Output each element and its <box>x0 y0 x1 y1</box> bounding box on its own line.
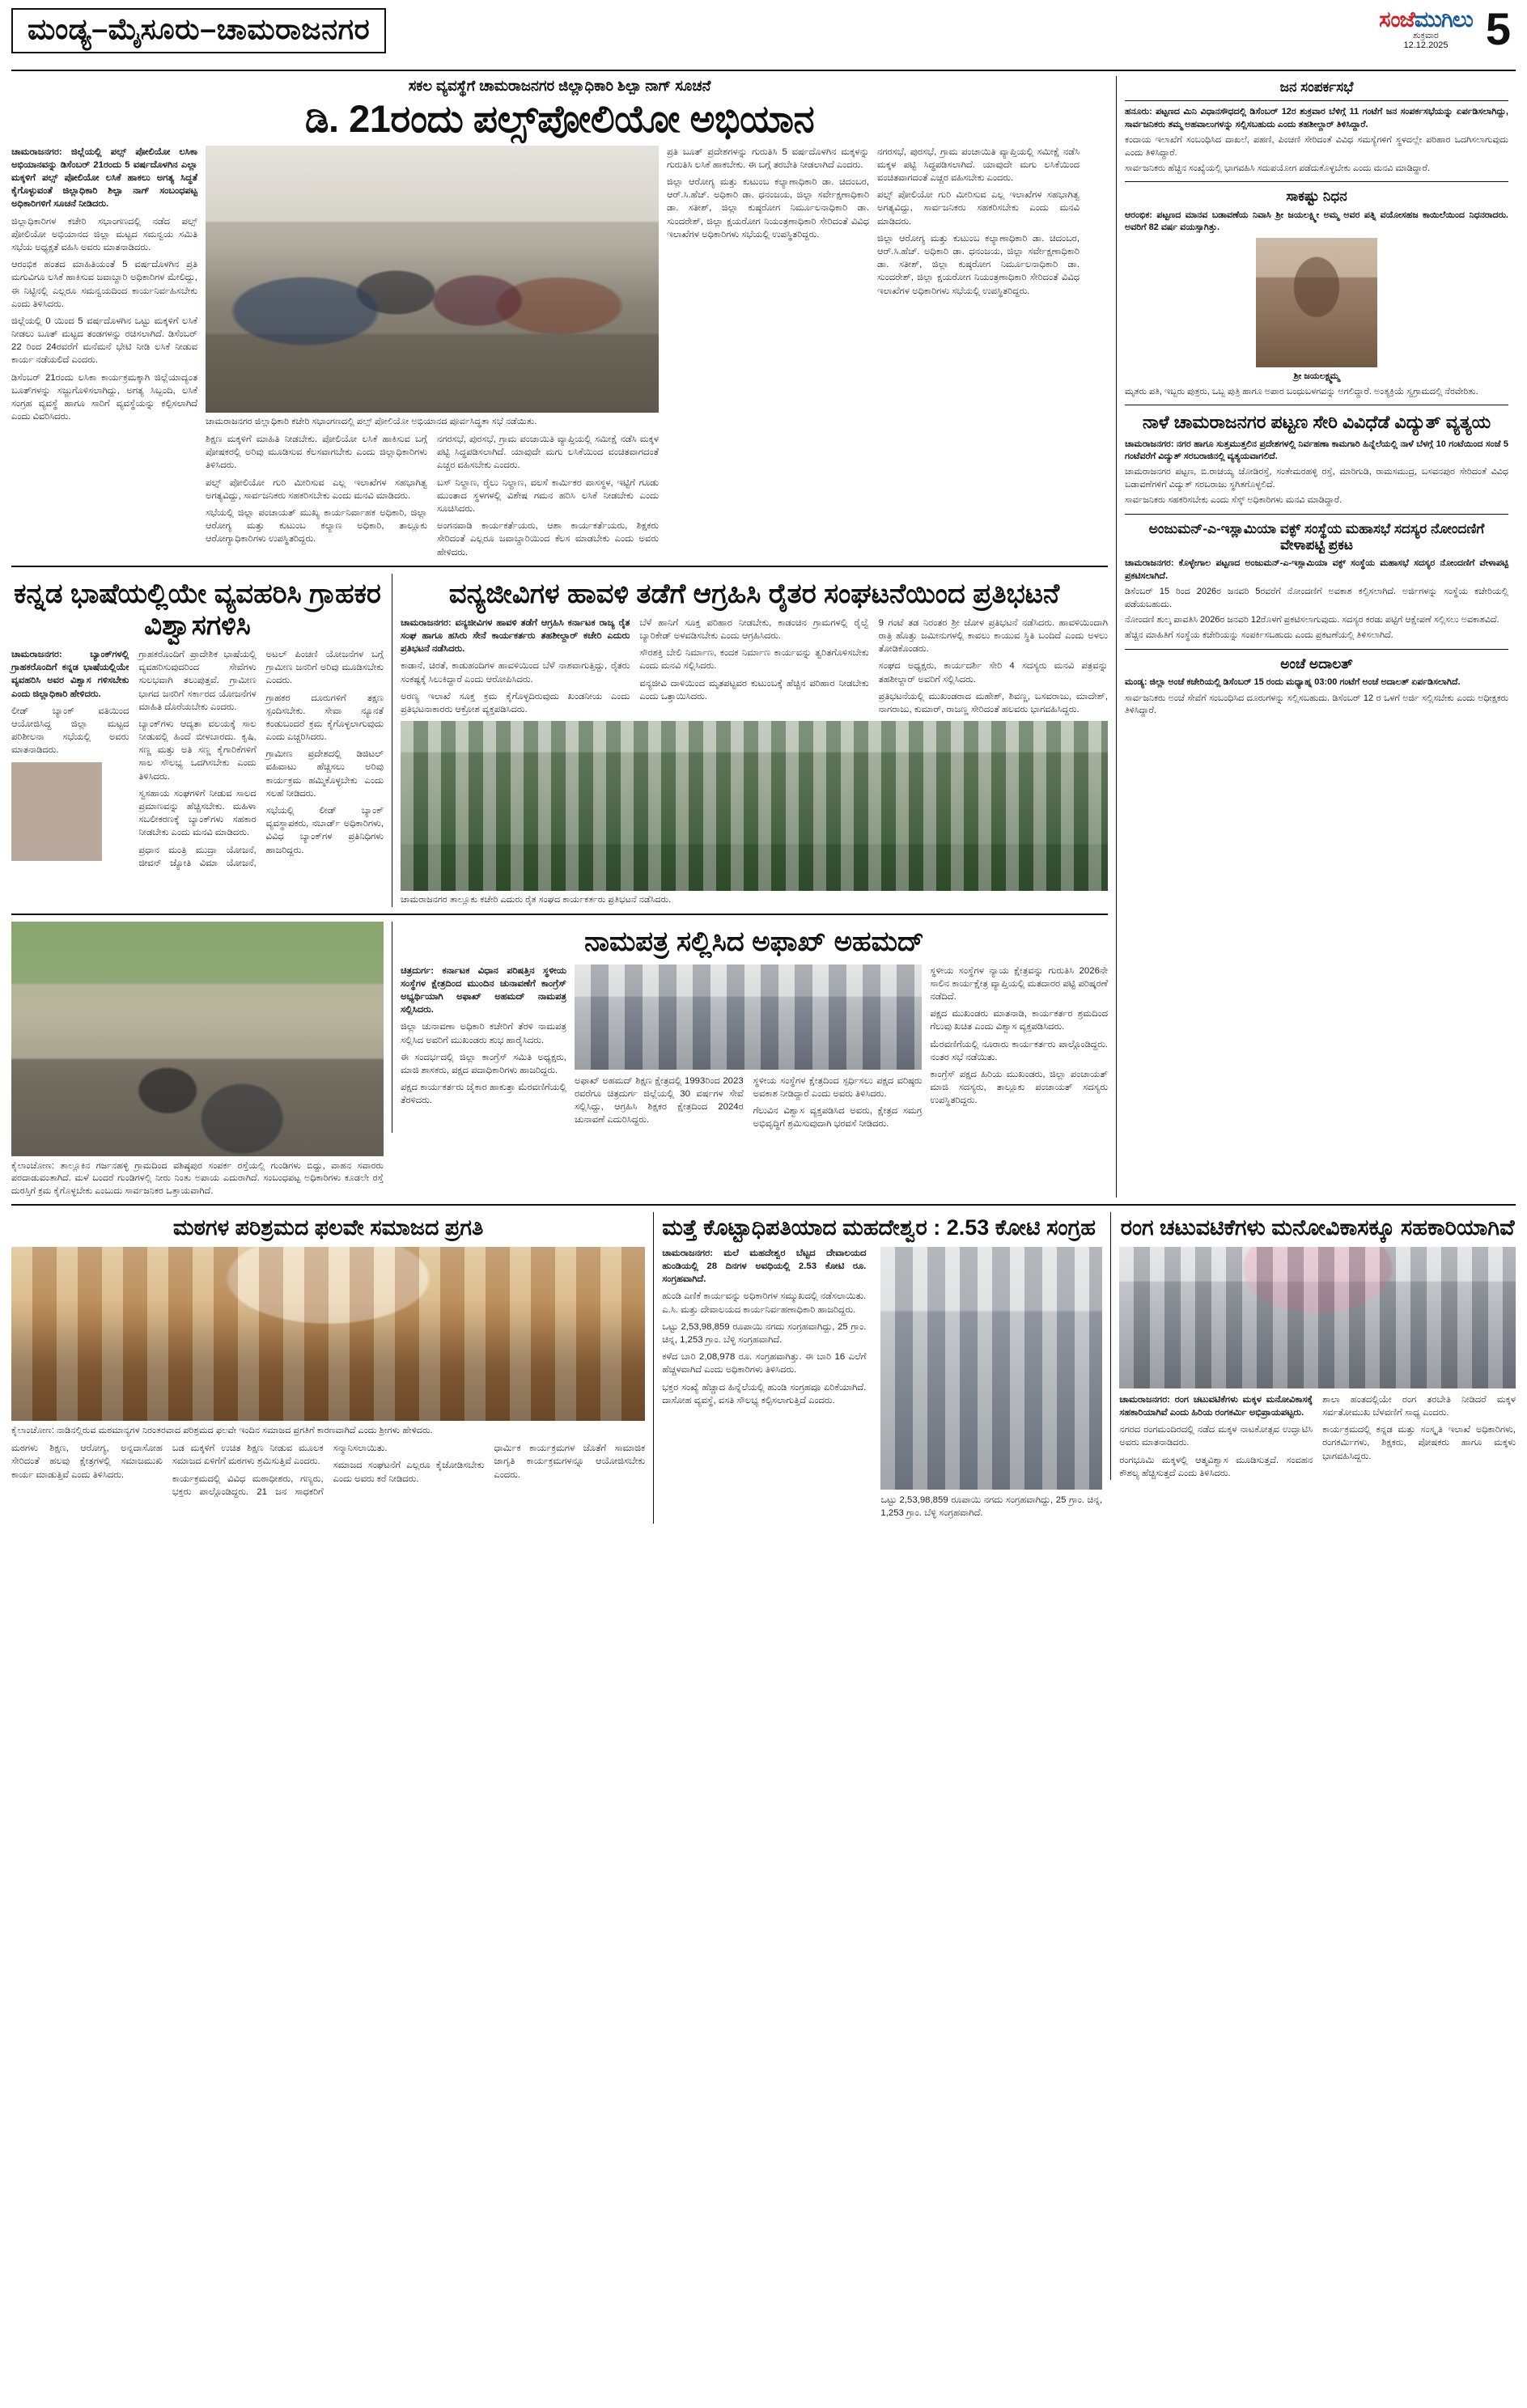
kan-p2: ಲೀಡ್ ಬ್ಯಾಂಕ್ ವತಿಯಿಂದ ಆಯೋಜಿಸಿದ್ದ ಜಿಲ್ಲಾ ಮಟ್ಟದ ಪರಿಶೀಲನಾ ಸಭೆಯಲ್ಲಿ ಅವರು ಮಾತನಾಡಿದರು. <box>11 706 129 756</box>
kannada-article-portrait <box>11 762 102 861</box>
lead-c3-p1: ನಗರಸಭೆ, ಪುರಸಭೆ, ಗ್ರಾಮ ಪಂಚಾಯಿತಿ ವ್ಯಾಪ್ತಿಯಲ್ಲಿ ಸಮೀಕ್ಷೆ ನಡೆಸಿ ಮಕ್ಕಳ ಪಟ್ಟಿ ಸಿದ್ಧಪಡಿಸಲಾಗಿದೆ. ಯಾವುದೇ ಮಗು ಲಸಿಕೆಯಿಂದ ವಂಚಿತವಾಗದಂತೆ ಎಚ್ಚರ ವಹಿಸಬೇಕು ಎಂದರು. <box>437 435 659 471</box>
nomination-photo <box>575 964 922 1070</box>
rail-item-obituary <box>1125 189 1508 398</box>
nom-p4: ಪಕ್ಷದ ಕಾರ್ಯಕರ್ತರು ಜೈಕಾರ ಹಾಕುತ್ತಾ ಮೆರವಣಿಗೆಯಲ್ಲಿ ತೆರಳಿದರು. <box>401 1083 566 1106</box>
rc1-p1: ಹನೂರು: ಪಟ್ಟಣದ ಮಿನಿ ವಿಧಾನಸೌಧದಲ್ಲಿ ಡಿಸೆಂಬರ್ 12ರ ಶುಕ್ರವಾರ ಬೆಳಿಗ್ಗೆ 11 ಗಂಟೆಗೆ ಜನ ಸಂಪರ್ಕಸಭೆಯನ್ನು ಏರ್ಪಡಿಸಲಾಗಿದ್ದು, ಸಾರ್ವಜನಿಕರು ತಮ್ಮ ಅಹವಾಲುಗಳನ್ನು ಸಲ್ಲಿಸಬಹುದು ಎಂದು ತಹಶೀಲ್ದಾರ್ ತಿಳಿಸಿದ್ದಾರೆ. <box>1125 107 1508 129</box>
nom-c3-p4: ಕಾಂಗ್ರೆಸ್ ಪಕ್ಷದ ಹಿರಿಯ ಮುಖಂಡರು, ಜಿಲ್ಲಾ ಪಂಚಾಯತ್ ಮಾಜಿ ಸದಸ್ಯರು, ತಾಲ್ಲೂಕು ಪಂಚಾಯತ್ ಸದಸ್ಯರು ಉಪಸ್ಥಿತರಿದ್ದರು. <box>930 1070 1108 1106</box>
lead-p1: ಚಾಮರಾಜನಗರ: ಜಿಲ್ಲೆಯಲ್ಲಿ ಪಲ್ಸ್ ಪೋಲಿಯೋ ಲಸಿಕಾ ಅಭಿಯಾನವನ್ನು ಡಿಸೆಂಬರ್ 21ರಂದು 5 ವರ್ಷದೊಳಗಿನ ಎಲ್ಲಾ ಮಕ್ಕಳಿಗೆ ಪಲ್ಸ್ ಪೋಲಿಯೋ ಲಸಿಕೆ ಹಾಕಲು ಅಗತ್ಯ ಸಿದ್ಧತೆ ಕೈಗೊಳ್ಳುವಂತೆ ಜಿಲ್ಲಾಧಿಕಾರಿ ಶಿಲ್ಪಾ ನಾಗ್ ಸಂಬಂಧಪಟ್ಟ ಅಧಿಕಾರಿಗಳಿಗೆ ಸೂಚನೆ ನೀಡಿದರು. <box>11 146 197 210</box>
lead-kicker: ಸಕಲ ವ್ಯವಸ್ಥೆಗೆ ಚಾಮರಾಜನಗರ ಜಿಲ್ಲಾಧಿಕಾರಿ ಶಿಲ್ಪಾ ನಾಗ್ ಸೂಚನೆ <box>408 78 711 94</box>
rc3-p3: ಸಾರ್ವಜನಿಕರು ಸಹಕರಿಸಬೇಕು ಎಂದು ಸೆಸ್ಕ್ ಅಧಿಕಾರಿಗಳು ಮನವಿ ಮಾಡಿದ್ದಾರೆ. <box>1125 495 1342 506</box>
lead-c3-p2: ಬಸ್ ನಿಲ್ದಾಣ, ರೈಲು ನಿಲ್ದಾಣ, ವಲಸೆ ಕಾರ್ಮಿಕರ ವಾಸಸ್ಥಳ, ಇಟ್ಟಿಗೆ ಗೂಡು ಮುಂತಾದ ಸ್ಥಳಗಳಲ್ಲಿ ವಿಶೇಷ ಗಮನ ಹರಿಸಿ ಲಸಿಕೆ ನೀಡಬೇಕು ಎಂದು ಸೂಚಿಸಿದರು. <box>437 477 659 515</box>
bl-p1: ಮಠಗಳು ಶಿಕ್ಷಣ, ಆರೋಗ್ಯ, ಅನ್ನದಾಸೋಹ ಸೇರಿದಂತೆ ಹಲವು ಕ್ಷೇತ್ರಗಳಲ್ಲಿ ಸಮಾಜಮುಖಿ ಕಾರ್ಯ ಮಾಡುತ್ತಿವೆ ಎಂದು ತಿಳಿಸಿದರು. <box>11 1444 163 1480</box>
rail-item-power-cut <box>1125 412 1508 507</box>
road-photo <box>11 922 384 1156</box>
bottom-row <box>11 1212 1516 1524</box>
kan-p6: ಪ್ರಧಾನ ಮಂತ್ರಿ ಮುದ್ರಾ ಯೋಜನೆ, ಜೀವನ್ ಜ್ಯೋತಿ ವಿಮಾ ಯೋಜನೆ, ಅಟಲ್ ಪಿಂಚಣಿ ಯೋಜನೆಗಳ ಬಗ್ಗೆ ಗ್ರಾಮೀಣ ಜನರಿಗೆ ಅರಿವು ಮೂಡಿಸಬೇಕು ಎಂದರು. <box>138 649 384 868</box>
rail-head-4: ಅಂಜುಮನ್-ಎ-ಇಸ್ಲಾಮಿಯಾ ವಕ್ಫ್ ಸಂಸ್ಥೆಯ ಮಹಾಸಭೆ ಸದಸ್ಯರ ನೋಂದಣಿಗೆ ವೇಳಾಪಟ್ಟಿ ಪ್ರಕಟ <box>1148 520 1485 553</box>
kan-p5: ಸ್ವಸಹಾಯ ಸಂಘಗಳಿಗೆ ನೀಡುವ ಸಾಲದ ಪ್ರಮಾಣವನ್ನು ಹೆಚ್ಚಿಸಬೇಕು. ಮಹಿಳಾ ಸಬಲೀಕರಣಕ್ಕೆ ಬ್ಯಾಂಕ್‌ಗಳು ಸಹಕಾರ ನೀಡಬೇಕು ಎಂದು ಮನವಿ ಮಾಡಿದರು. <box>138 788 257 838</box>
lead-headline: ಡಿ. 21ರಂದು ಪಲ್ಸ್‌ಪೋಲಿಯೋ ಅಭಿಯಾನ <box>304 97 815 140</box>
road-photo-caption: ಕೈಲಾಂಚೋಣ: ತಾಲ್ಲೂಕಿನ ಗರ್ಜನಹಳ್ಳಿ ಗ್ರಾಮದಿಂದ ವಶಿಷ್ಠಪುರ ಸಂಪರ್ಕ ರಸ್ತೆಯಲ್ಲಿ ಗುಂಡಿಗಳು ಬಿದ್ದು, ವಾಹನ ಸವಾರರು ಪರದಾಡುವಂತಾಗಿದೆ. ಮಳೆ ಬಂದರೆ ಗುಂಡಿಗಳಲ್ಲಿ ನೀರು ನಿಂತು ಅಪಾಯ ಎದುರಾಗಿದೆ. ಸಂಬಂಧಪಟ್ಟ ಅಧಿಕಾರಿಗಳು ಕೂಡಲೇ ರಸ್ತೆ ದುರಸ್ತಿಗೆ ಕ್ರಮ ಕೈಗೊಳ್ಳಬೇಕು ಎಂಬುದು ಸಾರ್ವಜನಿಕರ ಒತ್ತಾಯವಾಗಿದೆ. <box>11 1160 384 1196</box>
nom-c2-p3: ಗೆಲುವಿನ ವಿಶ್ವಾಸ ವ್ಯಕ್ತಪಡಿಸಿದ ಅವರು, ಕ್ಷೇತ್ರದ ಸಮಗ್ರ ಅಭಿವೃದ್ಧಿಗೆ ಶ್ರಮಿಸುವುದಾಗಿ ಭರವಸೆ ನೀಡಿದರು. <box>753 1106 923 1130</box>
nom-p1: ಚಿತ್ರದುರ್ಗ: ಕರ್ನಾಟಕ ವಿಧಾನ ಪರಿಷತ್ತಿನ ಸ್ಥಳೀಯ ಸಂಸ್ಥೆಗಳ ಕ್ಷೇತ್ರದಿಂದ ಮುಂದಿನ ಚುನಾವಣೆಗೆ ಕಾಂಗ್ರೆಸ್ ಅಭ್ಯರ್ಥಿಯಾಗಿ ಅಫಾಖ್ ಅಹಮದ್ ನಾಮಪತ್ರ ಸಲ್ಲಿಸಿದರು. <box>401 965 566 1015</box>
nom-c3-p3: ಮೆರವಣಿಗೆಯಲ್ಲಿ ನೂರಾರು ಕಾರ್ಯಕರ್ತರು ಪಾಲ್ಗೊಂಡಿದ್ದರು. ನಂತರ ಸಭೆ ನಡೆಯಿತು. <box>930 1039 1108 1062</box>
rail-head-1: ಜನ ಸಂಪರ್ಕಸಭೆ <box>1279 79 1354 95</box>
wildlife-photo-caption: ಚಾಮರಾಜನಗರ ತಾಲ್ಲೂಕು ಕಚೇರಿ ಎದುರು ರೈತ ಸಂಘದ ಕಾರ್ಯಕರ್ತರು ಪ್ರತಿಭಟನೆ ನಡೆಸಿದರು. <box>401 895 672 905</box>
lead-article <box>11 78 1108 559</box>
section-divider-3 <box>11 1204 1516 1206</box>
kannada-article <box>11 574 384 870</box>
rc4-p2: ಡಿಸೆಂಬರ್ 15 ರಿಂದ 2026ರ ಜನವರಿ 5ರವರೆಗೆ ನೋಂದಣಿಗೆ ಅವಕಾಶ ಕಲ್ಪಿಸಲಾಗಿದೆ. ಅರ್ಜಿಗಳನ್ನು ಸಂಸ್ಥೆಯ ಕಚೇರಿಯಲ್ಲಿ ಪಡೆಯಬಹುದು. <box>1125 587 1508 609</box>
rc1-p3: ಸಾರ್ವಜನಿಕರು ಹೆಚ್ಚಿನ ಸಂಖ್ಯೆಯಲ್ಲಿ ಭಾಗವಹಿಸಿ ಸದುಪಯೋಗ ಪಡೆದುಕೊಳ್ಳಬೇಕು ಎಂದು ಮನವಿ ಮಾಡಿದ್ದಾರೆ. <box>1125 163 1430 173</box>
nom-c3-p1: ಸ್ಥಳೀಯ ಸಂಸ್ಥೆಗಳ ನ್ಯಾಯ ಕ್ಷೇತ್ರವನ್ನು ಗುರುತಿಸಿ 2026ನೇ ಸಾಲಿನ ಕಾರ್ಯಕ್ಷೇತ್ರ ವ್ಯಾಪ್ತಿಯಲ್ಲಿ ಮತದಾರರ ಪಟ್ಟಿ ಪರಿಷ್ಕರಣೆ ನಡೆದಿದೆ. <box>930 965 1108 1003</box>
bm-photo-col <box>874 1247 1102 1524</box>
rail-head-5: ಅಂಚೆ ಅದಾಲತ್ <box>1280 655 1353 672</box>
bl-p3: ಕಾರ್ಯಕ್ರಮದಲ್ಲಿ ವಿವಿಧ ಮಠಾಧೀಶರು, ಗಣ್ಯರು, ಭಕ್ತರು ಪಾಲ್ಗೊಂಡಿದ್ದರು. 21 ಜನ ಸಾಧಕರಿಗೆ ಸನ್ಮಾನಿಸಲಾಯಿತು. <box>172 1444 388 1497</box>
wl-p8: ಸಂಘದ ಅಧ್ಯಕ್ಷರು, ಕಾರ್ಯದರ್ಶಿ ಸೇರಿ 4 ಸದಸ್ಯರು ಮನವಿ ಪತ್ರವನ್ನು ತಹಶೀಲ್ದಾರ್ ಅವರಿಗೆ ಸಲ್ಲಿಸಿದರು. <box>878 661 1108 685</box>
rc4-p3: ನೋಂದಣಿ ಶುಲ್ಕ ಪಾವತಿಸಿ 2026ರ ಜನವರಿ 12ರೊಳಗೆ ಪ್ರಕಟಿಸಲಾಗುವುದು. ಸದಸ್ಯರ ಕರಡು ಪಟ್ಟಿಗೆ ಆಕ್ಷೇಪಣೆ ಸಲ್ಲಿಸಲು ಅವಕಾಶವಿದೆ. <box>1125 614 1499 625</box>
nom-col-3 <box>930 964 1108 1112</box>
logo-word-2: ಮುಗಿಲು <box>1414 7 1473 32</box>
lead-p4: ಜಿಲ್ಲೆಯಲ್ಲಿ 0 ಯಿಂದ 5 ವರ್ಷದೊಳಗಿನ ಒಟ್ಟು ಮಕ್ಕಳಿಗೆ ಲಸಿಕೆ ನೀಡಲು ಬೂತ್ ಮಟ್ಟದ ತಂಡಗಳನ್ನು ರಚಿಸಲಾಗಿದೆ. ಡಿಸೆಂಬರ್ 22 ರಿಂದ 24ರವರೆಗೆ ಮನೆಮನೆ ಭೇಟಿ ನೀಡಿ ಲಸಿಕೆ ನೀಡುವ ಕಾರ್ಯ ನಡೆಯಲಿದೆ ಎಂದರು. <box>11 316 197 366</box>
bottom-middle-article <box>653 1212 1102 1524</box>
kan-p4: ಬ್ಯಾಂಕ್‌ಗಳು ಆದ್ಯತಾ ವಲಯಕ್ಕೆ ಸಾಲ ನೀಡುವಲ್ಲಿ ಹಿಂದೆ ಬೀಳಬಾರದು. ಕೃಷಿ, ಸಣ್ಣ ಮತ್ತು ಅತಿ ಸಣ್ಣ ಕೈಗಾರಿಕೆಗಳಿಗೆ ಸಾಲ ಸೌಲಭ್ಯ ಒದಗಿಸಬೇಕು ಎಂದು ತಿಳಿಸಿದರು. <box>138 719 257 782</box>
nom-c2-p1: ಅಫಾಖ್ ಅಹಮದ್ ಶಿಕ್ಷಣ ಕ್ಷೇತ್ರದಲ್ಲಿ 1993ರಿಂದ 2023 ರವರೆಗೂ ಚಿತ್ರದುರ್ಗ ಜಿಲ್ಲೆಯಲ್ಲಿ 30 ವರ್ಷಗಳ ಸೇವೆ ಸಲ್ಲಿಸಿದ್ದು, ಆಗ್ರಹಿಸಿ ಶಿಕ್ಷಕರ ಕ್ಷೇತ್ರದಿಂದ 2024ರ ಚುನಾವಣೆ ಎದುರಿಸಿದ್ದರು. <box>574 1075 744 1126</box>
rail-item-jana-samparka <box>1125 79 1508 175</box>
wildlife-article <box>392 574 1108 907</box>
wl-p7: 9 ಗಂಟೆ ತಡ ನಿರಂತರ ಶ್ರೀ ಜೋಳ ಪ್ರತಿಭಟನೆ ನಡೆಸಿದರು. ಹಾವಳಿಯಿಂದಾಗಿ ರಾತ್ರಿ ಹೊತ್ತು ಜಮೀನುಗಳಲ್ಲಿ ಕಾವಲು ಕಾಯುವ ಸ್ಥಿತಿ ಬಂದಿದೆ ಎಂದು ಅಳಲು ತೋಡಿಕೊಂಡರು. <box>878 617 1108 655</box>
bottom-left-caption: ಕೈಲಾಂಚೋಣ: ನಾಡಿನಲ್ಲಿರುವ ಮಠಮಾನ್ಯಗಳ ನಿರಂತರವಾದ ಪರಿಶ್ರಮದ ಫಲವೇ ಇಂದಿನ ಸಮಾಜದ ಪ್ರಗತಿಗೆ ಕಾರಣವಾಗಿದೆ ಎಂದು ಶ್ರೀಗಳು ಹೇಳಿದರು. <box>11 1425 433 1435</box>
br-p3: ರಂಗಭೂಮಿ ಮಕ್ಕಳಲ್ಲಿ ಆತ್ಮವಿಶ್ವಾಸ ಮೂಡಿಸುತ್ತದೆ. ಸಂವಹನ ಕೌಶಲ್ಯ ಹೆಚ್ಚಿಸುತ್ತದೆ ಎಂದು ತಿಳಿಸಿದರು. <box>1119 1455 1313 1478</box>
lead-col-1 <box>11 146 197 428</box>
logo-word-1: ಸಂಜೆ <box>1379 7 1415 32</box>
lead-c4-p2: ಜಿಲ್ಲಾ ಆರೋಗ್ಯ ಮತ್ತು ಕುಟುಂಬ ಕಲ್ಯಾಣಾಧಿಕಾರಿ ಡಾ. ಚಿದಂಬರ, ಆರ್.ಸಿ.ಹೆಚ್. ಅಧಿಕಾರಿ ಡಾ. ಧನಂಜಯ, ಜಿಲ್ಲಾ ಸರ್ವೇಕ್ಷಣಾಧಿಕಾರಿ ಡಾ. ಸತೀಶ್, ಜಿಲ್ಲಾ ಕುಷ್ಠರೋಗ ನಿರ್ಮೂಲನಾಧಿಕಾರಿ ಡಾ. ಸುಂದರೇಶ್, ಜಿಲ್ಲಾ ಕ್ಷಯರೋಗ ನಿಯಂತ್ರಣಾಧಿಕಾರಿ ಸೇರಿದಂತೆ ವಿವಿಧ ಇಲಾಖೆಗಳ ಅಧಿಕಾರಿಗಳು ಸಭೆಯಲ್ಲಿ ಉಪಸ್ಥಿತರಿದ್ದರು. <box>667 177 869 240</box>
rail-head-2: ಸಾಕಷ್ಟು ನಿಧನ <box>1286 189 1347 205</box>
obituary-name: ಶ್ರೀ ಜಯಲಕ್ಷ್ಮಮ್ಮ <box>1293 371 1340 381</box>
bm-p3: ಒಟ್ಟು 2,53,98,859 ರೂಪಾಯಿ ನಗದು ಸಂಗ್ರಹವಾಗಿದ್ದು, 25 ಗ್ರಾಂ. ಚಿನ್ನ, 1,253 ಗ್ರಾಂ. ಬೆಳ್ಳಿ ಸಂಗ್ರಹವಾಗಿದೆ. <box>662 1321 867 1345</box>
rail-head-3: ನಾಳೆ ಚಾಮರಾಜನಗರ ಪಟ್ಟಣ ಸೇರಿ ವಿವಿಧೆಡೆ ವಿದ್ಯುತ್ ವ್ಯತ್ಯಯ <box>1142 412 1491 433</box>
lead-c3-p3: ಅಂಗನವಾಡಿ ಕಾರ್ಯಕರ್ತೆಯರು, ಆಶಾ ಕಾರ್ಯಕರ್ತೆಯರು, ಶಿಕ್ಷಕರು ಸೇರಿದಂತೆ ಎಲ್ಲರೂ ಜವಾಬ್ದಾರಿಯಿಂದ ಕೆಲಸ ಮಾಡಬೇಕು ಎಂದು ಅವರು ಹೇಳಿದರು. <box>437 521 659 557</box>
second-row <box>11 574 1108 907</box>
masthead <box>11 3 1516 66</box>
nomination-headline: ನಾಮಪತ್ರ ಸಲ್ಲಿಸಿದ ಅಫಾಖ್ ಅಹಮದ್ <box>584 926 924 957</box>
wl-p4: ಬೆಳೆ ಹಾನಿಗೆ ಸೂಕ್ತ ಪರಿಹಾರ ನೀಡಬೇಕು, ಕಾಡಂಚಿನ ಗ್ರಾಮಗಳಲ್ಲಿ ರೈಲ್ವೆ ಬ್ಯಾರಿಕೇಡ್ ಅಳವಡಿಸಬೇಕು ಎಂದು ಆಗ್ರಹಿಸಿದರು. <box>639 617 869 642</box>
bottom-left-headline: ಮಠಗಳ ಪರಿಶ್ರಮದ ಫಲವೇ ಸಮಾಜದ ಪ್ರಗತಿ <box>172 1215 484 1240</box>
publication-logo <box>1379 8 1473 50</box>
wl-p1: ಚಾಮರಾಜನಗರ: ವನ್ಯಜೀವಿಗಳ ಹಾವಳಿ ತಡೆಗೆ ಆಗ್ರಹಿಸಿ ಕರ್ನಾಟಕ ರಾಜ್ಯ ರೈತ ಸಂಘ ಹಾಗೂ ಹಸಿರು ಸೇನೆ ಕಾರ್ಯಕರ್ತರು ತಹಶೀಲ್ದಾರ್ ಕಚೇರಿ ಎದುರು ಪ್ರತಿಭಟನೆ ನಡೆಸಿದರು. <box>401 617 630 655</box>
rc5-p2: ಸಾರ್ವಜನಿಕರು ಅಂಚೆ ಸೇವೆಗೆ ಸಂಬಂಧಿಸಿದ ದೂರುಗಳನ್ನು ಸಲ್ಲಿಸಬಹುದು. ಡಿಸೆಂಬರ್ 12 ರ ಒಳಗೆ ಅರ್ಜಿ ಸಲ್ಲಿಸಬೇಕು ಎಂದು ಅಧೀಕ್ಷಕರು ತಿಳಿಸಿದ್ದಾರೆ. <box>1125 693 1508 715</box>
rail-item-post-adalat <box>1125 656 1508 718</box>
lead-p3: ಆರಂಭಿಕ ಹಂತದ ಮಾಹಿತಿಯಂತೆ 5 ವರ್ಷದೊಳಗಿನ ಪ್ರತಿ ಮಗುವಿಗೂ ಲಸಿಕೆ ಹಾಕಿಸುವ ಜವಾಬ್ದಾರಿ ಅಧಿಕಾರಿಗಳ ಮೇಲಿದ್ದು, ಈ ನಿಟ್ಟಿನಲ್ಲಿ ಎಲ್ಲರೂ ಸಮನ್ವಯದಿಂದ ಕಾರ್ಯನಿರ್ವಹಿಸಬೇಕು ಎಂದು ತಿಳಿಸಿದರು. <box>11 260 197 309</box>
bottom-right-article <box>1110 1212 1516 1480</box>
section-divider-2 <box>11 914 1108 915</box>
rail-item-wakf <box>1125 521 1508 642</box>
bm-text-col <box>662 1247 866 1411</box>
bm-p4: ಕಳೆದ ಬಾರಿ 2,08,978 ರೂ. ಸಂಗ್ರಹವಾಗಿತ್ತು. ಈ ಬಾರಿ 16 ಎಲೆಗೆ ಹೆಚ್ಚಳವಾಗಿದೆ ಎಂದು ಅಧಿಕಾರಿಗಳು ತಿಳಿಸಿದರು. <box>662 1352 867 1376</box>
bottom-left-photo <box>11 1247 645 1421</box>
wl-p3: ಅರಣ್ಯ ಇಲಾಖೆ ಸೂಕ್ತ ಕ್ರಮ ಕೈಗೊಳ್ಳದಿರುವುದು ಖಂಡನೀಯ ಎಂದು ಪ್ರತಿಭಟನಾಕಾರರು ಆಕ್ರೋಶ ವ್ಯಕ್ತಪಡಿಸಿದರು. <box>401 691 630 714</box>
bl-p4: ಸಮಾಜದ ಸಂಘಟನೆಗೆ ಎಲ್ಲರೂ ಕೈಜೋಡಿಸಬೇಕು ಎಂದು ಅವರು ಕರೆ ನೀಡಿದರು. <box>333 1460 485 1484</box>
lead-c5-p1: ನಗರಸಭೆ, ಪುರಸಭೆ, ಗ್ರಾಮ ಪಂಚಾಯಿತಿ ವ್ಯಾಪ್ತಿಯಲ್ಲಿ ಸಮೀಕ್ಷೆ ನಡೆಸಿ ಮಕ್ಕಳ ಪಟ್ಟಿ ಸಿದ್ಧಪಡಿಸಲಾಗಿದೆ. ಯಾವುದೇ ಮಗು ಲಸಿಕೆಯಿಂದ ವಂಚಿತವಾಗದಂತೆ ಎಚ್ಚರ ವಹಿಸಬೇಕು ಎಂದರು. <box>877 146 1080 183</box>
main-content <box>11 76 1108 1198</box>
bm-p5: ಭಕ್ತರ ಸಂಖ್ಯೆ ಹೆಚ್ಚಾದ ಹಿನ್ನೆಲೆಯಲ್ಲಿ ಹುಂಡಿ ಸಂಗ್ರಹವೂ ಏರಿಕೆಯಾಗಿದೆ. ದಾಸೋಹ ವ್ಯವಸ್ಥೆ, ವಸತಿ ಸೌಲಭ್ಯ ಕಲ್ಪಿಸಲಾಗುತ್ತಿದೆ ಎಂದರು. <box>662 1382 867 1405</box>
lead-col-4 <box>667 146 869 245</box>
lead-p5: ಡಿಸೆಂಬರ್ 21ರಂದು ಲಸಿಕಾ ಕಾರ್ಯಕ್ರಮಕ್ಕಾಗಿ ಜಿಲ್ಲೆಯಾದ್ಯಂತ ಬೂತ್‌ಗಳನ್ನು ಸಜ್ಜುಗೊಳಿಸಲಾಗಿದ್ದು, ಅಗತ್ಯ ಸಿಬ್ಬಂದಿ, ಲಸಿಕೆ ಸಂಗ್ರಹ ವ್ಯವಸ್ಥೆ ಹಾಗೂ ಸಾರಿಗೆ ವ್ಯವಸ್ಥೆಯನ್ನು ಕಲ್ಪಿಸಲಾಗಿದೆ ಎಂದು ವಿವರಿಸಿದರು. <box>11 372 197 422</box>
br-p4: ಶಾಲಾ ಹಂತದಲ್ಲಿಯೇ ರಂಗ ತರಬೇತಿ ನೀಡಿದರೆ ಮಕ್ಕಳ ಸರ್ವತೋಮುಖ ಬೆಳವಣಿಗೆ ಸಾಧ್ಯ ಎಂದರು. <box>1322 1394 1516 1418</box>
wl-p5: ಸೌರಶಕ್ತಿ ಬೇಲಿ ನಿರ್ಮಾಣ, ಕಂದಕ ನಿರ್ಮಾಣ ಕಾರ್ಯವನ್ನು ತ್ವರಿತಗೊಳಿಸಬೇಕು ಎಂದು ಮನವಿ ಸಲ್ಲಿಸಿದರು. <box>639 648 869 672</box>
lead-c4-p1: ಪ್ರತಿ ಬೂತ್ ಪ್ರದೇಶಗಳನ್ನು ಗುರುತಿಸಿ 5 ವರ್ಷದೊಳಗಿನ ಮಕ್ಕಳನ್ನು ಗುರುತಿಸಿ ಲಸಿಕೆ ಹಾಕಬೇಕು. ಈ ಬಗ್ಗೆ ತರಬೇತಿ ನೀಡಲಾಗಿದೆ ಎಂದರು. <box>667 146 869 170</box>
masthead-left <box>11 8 1379 53</box>
logo-date: 12.12.2025 <box>1403 40 1449 50</box>
kan-p8: ಗ್ರಾಮೀಣ ಪ್ರದೇಶದಲ್ಲಿ ಡಿಜಿಟಲ್ ವಹಿವಾಟು ಹೆಚ್ಚಿಸಲು ಅರಿವು ಕಾರ್ಯಕ್ರಮ ಹಮ್ಮಿಕೊಳ್ಳಬೇಕು ಎಂದು ಸಲಹೆ ನೀಡಿದರು. <box>265 749 384 799</box>
bl-p5: ಧಾರ್ಮಿಕ ಕಾರ್ಯಕ್ರಮಗಳ ಜೊತೆಗೆ ಸಾಮಾಜಿಕ ಜಾಗೃತಿ ಕಾರ್ಯಕ್ರಮಗಳನ್ನೂ ಆಯೋಜಿಸಬೇಕು ಎಂದರು. <box>494 1444 646 1480</box>
right-rail <box>1116 76 1508 1198</box>
bottom-right-headline: ರಂಗ ಚಟುವಟಿಕೆಗಳು ಮನೋವಿಕಾಸಕ್ಕೂ ಸಹಕಾರಿಯಾಗಿವೆ <box>1120 1215 1515 1240</box>
kan-p3: ಗ್ರಾಹಕರೊಂದಿಗೆ ಪ್ರಾದೇಶಿಕ ಭಾಷೆಯಲ್ಲಿ ವ್ಯವಹರಿಸುವುದರಿಂದ ಸೇವೆಗಳು ಸುಲಭವಾಗಿ ತಲುಪುತ್ತವೆ. ಗ್ರಾಮೀಣ ಭಾಗದ ಜನರಿಗೆ ಸರ್ಕಾರದ ಯೋಜನೆಗಳ ಮಾಹಿತಿ ದೊರೆಯಬೇಕು ಎಂದರು. <box>138 649 257 712</box>
nom-p3: ಈ ಸಂದರ್ಭದಲ್ಲಿ ಜಿಲ್ಲಾ ಕಾಂಗ್ರೆಸ್ ಸಮಿತಿ ಅಧ್ಯಕ್ಷರು, ಮಾಜಿ ಶಾಸಕರು, ಪಕ್ಷದ ಪದಾಧಿಕಾರಿಗಳು ಹಾಜರಿದ್ದರು. <box>401 1052 566 1076</box>
nomination-article <box>392 922 1108 1133</box>
br-p5: ಕಾರ್ಯಕ್ರಮದಲ್ಲಿ ಕನ್ನಡ ಮತ್ತು ಸಂಸ್ಕೃತಿ ಇಲಾಖೆ ಅಧಿಕಾರಿಗಳು, ರಂಗಕರ್ಮಿಗಳು, ಶಿಕ್ಷಕರು, ಪೋಷಕರು ಹಾಗೂ ಮಕ್ಕಳು ಭಾಗವಹಿಸಿದ್ದರು. <box>1322 1425 1516 1461</box>
wildlife-photo <box>401 721 1108 891</box>
rc4-p4: ಹೆಚ್ಚಿನ ಮಾಹಿತಿಗೆ ಸಂಸ್ಥೆಯ ಕಚೇರಿಯನ್ನು ಸಂಪರ್ಕಿಸಬಹುದು ಎಂದು ಪ್ರಕಟಣೆಯಲ್ಲಿ ತಿಳಿಸಲಾಗಿದೆ. <box>1125 630 1393 641</box>
rc4-p1: ಚಾಮರಾಜನಗರ: ಕೊಳ್ಳೇಗಾಲ ಪಟ್ಟಣದ ಅಂಜುಮನ್-ಎ-ಇಸ್ಲಾಮಿಯಾ ವಕ್ಫ್ ಸಂಸ್ಥೆಯ ಮಹಾಸಭೆ ಸದಸ್ಯರ ನೋಂದಣಿಗೆ ವೇಳಾಪಟ್ಟಿ ಪ್ರಕಟಿಸಲಾಗಿದೆ. <box>1125 558 1508 581</box>
section-divider-1 <box>11 566 1108 567</box>
bm-p2: ಹುಂಡಿ ಎಣಿಕೆ ಕಾರ್ಯವನ್ನು ಅಧಿಕಾರಿಗಳ ಸಮ್ಮುಖದಲ್ಲಿ ನಡೆಸಲಾಯಿತು. ಎ.ಸಿ. ಮತ್ತು ದೇವಾಲಯದ ಕಾರ್ಯನಿರ್ವಹಣಾಧಿಕಾರಿ ಹಾಜರಿದ್ದರು. <box>662 1291 867 1315</box>
masthead-right <box>1379 3 1516 55</box>
logo-weekday: ಶುಕ್ರವಾರ <box>1413 31 1439 41</box>
bl-p2: ಬಡ ಮಕ್ಕಳಿಗೆ ಉಚಿತ ಶಿಕ್ಷಣ ನೀಡುವ ಮೂಲಕ ಸಮಾಜದ ಏಳಿಗೆಗೆ ಮಠಗಳು ಶ್ರಮಿಸುತ್ತಿವೆ ಎಂದರು. <box>172 1444 324 1467</box>
nom-c3-p2: ಪಕ್ಷದ ಮುಖಂಡರು ಮಾತನಾಡಿ, ಕಾರ್ಯಕರ್ತರ ಶ್ರಮದಿಂದ ಗೆಲುವು ಖಚಿತ ಎಂದು ವಿಶ್ವಾಸ ವ್ಯಕ್ತಪಡಿಸಿದರು. <box>930 1009 1108 1032</box>
edition-title: ಮಂಡ್ಯ–ಮೈಸೂರು–ಚಾಮರಾಜನಗರ <box>11 8 386 53</box>
page-number: 5 <box>1485 3 1511 55</box>
lead-photo <box>206 146 659 413</box>
lead-p2: ಜಿಲ್ಲಾಧಿಕಾರಿಗಳ ಕಚೇರಿ ಸಭಾಂಗಣದಲ್ಲಿ ನಡೆದ ಪಲ್ಸ್ ಪೋಲಿಯೋ ಅಭಿಯಾನದ ಜಿಲ್ಲಾ ಮಟ್ಟದ ಸಮನ್ವಯ ಸಮಿತಿ ಸಭೆಯ ಅಧ್ಯಕ್ಷತೆ ವಹಿಸಿ ಅವರು ಮಾತನಾಡಿದರು. <box>11 216 197 252</box>
bm-p6: ಒಟ್ಟು 2,53,98,859 ರೂಪಾಯಿ ನಗದು ಸಂಗ್ರಹವಾಗಿದ್ದು, 25 ಗ್ರಾಂ. ಚಿನ್ನ, 1,253 ಗ್ರಾಂ. ಬೆಳ್ಳಿ ಸಂಗ್ರಹವಾಗಿದೆ. <box>880 1494 1103 1519</box>
kan-p1: ಚಾಮರಾಜನಗರ: ಬ್ಯಾಂಕ್‌ಗಳಲ್ಲಿ ಗ್ರಾಹಕರೊಂದಿಗೆ ಕನ್ನಡ ಭಾಷೆಯಲ್ಲಿಯೇ ವ್ಯವಹರಿಸಿ ಅವರ ವಿಶ್ವಾಸ ಗಳಿಸಬೇಕು ಎಂದು ಜಿಲ್ಲಾಧಿಕಾರಿ ಹೇಳಿದರು. <box>11 649 129 699</box>
lead-c5-p2: ಪಲ್ಸ್ ಪೋಲಿಯೋ ಗುರಿ ಮೀರಿಸುವ ಎಲ್ಲ ಇಲಾಖೆಗಳ ಸಹಭಾಗಿತ್ವ ಅಗತ್ಯವಿದ್ದು, ಸಾರ್ವಜನಿಕರು ಸಹಕರಿಸಬೇಕು ಎಂದು ಮನವಿ ಮಾಡಿದರು. <box>877 190 1080 227</box>
bottom-middle-photo <box>880 1247 1102 1490</box>
road-photo-block <box>11 922 384 1198</box>
bm-p1: ಚಾಮರಾಜನಗರ: ಮಲೆ ಮಹದೇಶ್ವರ ಬೆಟ್ಟದ ದೇವಾಲಯದ ಹುಂಡಿಯಲ್ಲಿ 28 ದಿನಗಳ ಅವಧಿಯಲ್ಲಿ 2.53 ಕೋಟಿ ರೂ. ಸಂಗ್ರಹವಾಗಿದೆ. <box>662 1248 867 1285</box>
bottom-right-photo <box>1119 1247 1516 1388</box>
wl-p6: ವನ್ಯಜೀವಿ ದಾಳಿಯಿಂದ ಮೃತಪಟ್ಟವರ ಕುಟುಂಬಕ್ಕೆ ಹೆಚ್ಚಿನ ಪರಿಹಾರ ನೀಡಬೇಕು ಎಂದು ಒತ್ತಾಯಿಸಿದರು. <box>639 678 869 702</box>
wl-p9: ಪ್ರತಿಭಟನೆಯಲ್ಲಿ ಮುಖಂಡರಾದ ಮಹೇಶ್, ಶಿವಣ್ಣ, ಬಸವರಾಜು, ಮಾದೇಶ್, ನಾಗರಾಜು, ಕುಮಾರ್, ರಾಜಣ್ಣ ಸೇರಿದಂತೆ ಹಲವರು ಭಾಗವಹಿಸಿದ್ದರು. <box>878 691 1108 714</box>
nom-p2: ಜಿಲ್ಲಾ ಚುನಾವಣಾ ಅಧಿಕಾರಿ ಕಚೇರಿಗೆ ತೆರಳಿ ನಾಮಪತ್ರ ಸಲ್ಲಿಸಿದ ಅವರಿಗೆ ಮುಖಂಡರು ಶುಭ ಹಾರೈಸಿದರು. <box>401 1022 566 1045</box>
kan-p9: ಸಭೆಯಲ್ಲಿ ಲೀಡ್ ಬ್ಯಾಂಕ್ ವ್ಯವಸ್ಥಾಪಕರು, ನಬಾರ್ಡ್ ಅಧಿಕಾರಿಗಳು, ವಿವಿಧ ಬ್ಯಾಂಕ್‌ಗಳ ಪ್ರತಿನಿಧಿಗಳು ಹಾಜರಿದ್ದರು. <box>265 806 384 855</box>
kan-p7: ಗ್ರಾಹಕರ ದೂರುಗಳಿಗೆ ತಕ್ಷಣ ಸ್ಪಂದಿಸಬೇಕು. ಸೇವಾ ನ್ಯೂನತೆ ಕಂಡುಬಂದರೆ ಕ್ರಮ ಕೈಗೊಳ್ಳಲಾಗುವುದು ಎಂದು ಎಚ್ಚರಿಸಿದರು. <box>265 693 384 743</box>
lead-c5-p3: ಜಿಲ್ಲಾ ಆರೋಗ್ಯ ಮತ್ತು ಕುಟುಂಬ ಕಲ್ಯಾಣಾಧಿಕಾರಿ ಡಾ. ಚಿದಂಬರ, ಆರ್.ಸಿ.ಹೆಚ್. ಅಧಿಕಾರಿ ಡಾ. ಧನಂಜಯ, ಜಿಲ್ಲಾ ಸರ್ವೇಕ್ಷಣಾಧಿಕಾರಿ ಡಾ. ಸತೀಶ್, ಜಿಲ್ಲಾ ಕುಷ್ಠರೋಗ ನಿರ್ಮೂಲನಾಧಿಕಾರಿ ಡಾ. ಸುಂದರೇಶ್, ಜಿಲ್ಲಾ ಕ್ಷಯರೋಗ ನಿಯಂತ್ರಣಾಧಿಕಾರಿ ಸೇರಿದಂತೆ ವಿವಿಧ ಇಲಾಖೆಗಳ ಅಧಿಕಾರಿಗಳು ಸಭೆಯಲ್ಲಿ ಉಪಸ್ಥಿತರಿದ್ದರು. <box>877 233 1080 296</box>
kannada-headline: ಕನ್ನಡ ಭಾಷೆಯಲ್ಲಿಯೇ ವ್ಯವಹರಿಸಿ ಗ್ರಾಹಕರ ವಿಶ್ವಾಸಗಳಿಸಿ <box>14 578 381 641</box>
nom-col-1 <box>401 964 566 1112</box>
lead-c2-p3: ಸಭೆಯಲ್ಲಿ ಜಿಲ್ಲಾ ಪಂಚಾಯತ್ ಮುಖ್ಯ ಕಾರ್ಯನಿರ್ವಾಹಕ ಅಧಿಕಾರಿ, ಜಿಲ್ಲಾ ಆರೋಗ್ಯ ಮತ್ತು ಕುಟುಂಬ ಕಲ್ಯಾಣ ಅಧಿಕಾರಿ, ತಾಲ್ಲೂಕು ಆರೋಗ್ಯಾಧಿಕಾರಿಗಳು ಉಪಸ್ಥಿತರಿದ್ದರು. <box>206 508 427 545</box>
bottom-left-article <box>11 1212 645 1499</box>
masthead-rule <box>11 70 1516 71</box>
nom-c2-p2: ಸ್ಥಳೀಯ ಸಂಸ್ಥೆಗಳ ಕ್ಷೇತ್ರದಿಂದ ಸ್ಪರ್ಧಿಸಲು ಪಕ್ಷದ ವರಿಷ್ಠರು ಅವಕಾಶ ನೀಡಿದ್ದಾರೆ ಎಂದು ಅವರು ತಿಳಿಸಿದರು. <box>753 1075 923 1099</box>
br-p2: ನಗರದ ರಂಗಮಂದಿರದಲ್ಲಿ ನಡೆದ ಮಕ್ಕಳ ನಾಟಕೋತ್ಸವ ಉದ್ಘಾಟಿಸಿ ಅವರು ಮಾತನಾಡಿದರು. <box>1119 1425 1313 1448</box>
obituary-portrait <box>1256 238 1377 367</box>
lead-c2-p1: ಶಿಕ್ಷಣ ಮಕ್ಕಳಿಗೆ ಮಾಹಿತಿ ನೀಡಬೇಕು. ಪೋಲಿಯೋ ಲಸಿಕೆ ಹಾಕಿಸುವ ಬಗ್ಗೆ ಪೋಷಕರಲ್ಲಿ ಅರಿವು ಮೂಡಿಸುವ ಕೆಲಸವಾಗಬೇಕು ಎಂದು ಜಿಲ್ಲಾಧಿಕಾರಿಗಳು ತಿಳಿಸಿದರು. <box>206 435 427 471</box>
page-body <box>11 76 1516 1198</box>
lead-c2-p2: ಪಲ್ಸ್ ಪೋಲಿಯೋ ಗುರಿ ಮೀರಿಸುವ ಎಲ್ಲ ಇಲಾಖೆಗಳ ಸಹಭಾಗಿತ್ವ ಅಗತ್ಯವಿದ್ದು, ಸಾರ್ವಜನಿಕರು ಸಹಕರಿಸಬೇಕು ಎಂದು ಮನವಿ ಮಾಡಿದರು. <box>206 477 427 501</box>
nom-photo-block <box>575 964 922 1133</box>
rc2-p1: ಆರಂಭಿಕ: ಪಟ್ಟಣದ ಮಾನವ ಬಡಾವಣೆಯ ನಿವಾಸಿ ಶ್ರೀ ಜಯಲಕ್ಷ್ಮೀ ಅಮ್ಮ ಅವರ ಪತ್ನಿ ವಯೋಸಹಜ ಕಾಯಿಲೆಯಿಂದ ನಿಧನರಾದರು. ಅವರಿಗೆ 82 ವರ್ಷ ವಯಸ್ಸಾಗಿತ್ತು. <box>1125 210 1508 233</box>
wl-p2: ಕಾಡಾನೆ, ಚಿರತೆ, ಕಾಡುಹಂದಿಗಳ ಹಾವಳಿಯಿಂದ ಬೆಳೆ ನಾಶವಾಗುತ್ತಿದ್ದು, ರೈತರು ಸಂಕಷ್ಟಕ್ಕೆ ಸಿಲುಕಿದ್ದಾರೆ ಎಂದು ಆರೋಪಿಸಿದರು. <box>401 661 630 685</box>
wildlife-headline: ವನ್ಯಜೀವಿಗಳ ಹಾವಳಿ ತಡೆಗೆ ಆಗ್ರಹಿಸಿ ರೈತರ ಸಂಘಟನೆಯಿಂದ ಪ್ರತಿಭಟನೆ <box>448 578 1060 609</box>
third-row <box>11 922 1108 1198</box>
rc3-p2: ಚಾಮರಾಜನಗರ ಪಟ್ಟಣ, ಬಿ.ರಾಚಯ್ಯ ಜೋಡಿರಸ್ತೆ, ಸಂತೇಮರಹಳ್ಳಿ ರಸ್ತೆ, ಮಾರಿಗುಡಿ, ರಾಮಸಮುದ್ರ, ಬಸವನಪುರ ಸೇರಿದಂತೆ ವಿವಿಧ ಬಡಾವಣೆಗಳಿಗೆ ವಿದ್ಯುತ್ ಸರಬರಾಜು ಸ್ಥಗಿತಗೊಳ್ಳಲಿದೆ. <box>1125 467 1508 490</box>
lead-photo-caption: ಚಾಮರಾಜನಗರ ಜಿಲ್ಲಾಧಿಕಾರಿ ಕಚೇರಿ ಸಭಾಂಗಣದಲ್ಲಿ ಪಲ್ಸ್ ಪೋಲಿಯೋ ಅಭಿಯಾನದ ಪೂರ್ವಸಿದ್ಧತಾ ಸಭೆ ನಡೆಯಿತು. <box>206 416 537 426</box>
rc5-p1: ಮಂಡ್ಯ: ಜಿಲ್ಲಾ ಅಂಚೆ ಕಚೇರಿಯಲ್ಲಿ ಡಿಸೆಂಬರ್ 15 ರಂದು ಮಧ್ಯಾಹ್ನ 03:00 ಗಂಟೆಗೆ ಅಂಚೆ ಅದಾಲತ್ ಏರ್ಪಡಿಸಲಾಗಿದೆ. <box>1125 677 1461 688</box>
rc2-p2: ಮೃತರು ಪತಿ, ಇಬ್ಬರು ಪುತ್ರರು, ಒಬ್ಬ ಪುತ್ರಿ ಹಾಗೂ ಅಪಾರ ಬಂಧುಬಳಗವನ್ನು ಅಗಲಿದ್ದಾರೆ. ಅಂತ್ಯಕ್ರಿಯೆ ಸ್ವಗ್ರಾಮದಲ್ಲಿ ನೆರವೇರಿತು. <box>1125 386 1478 396</box>
br-p1: ಚಾಮರಾಜನಗರ: ರಂಗ ಚಟುವಟಿಕೆಗಳು ಮಕ್ಕಳ ಮನೋವಿಕಾಸಕ್ಕೆ ಸಹಕಾರಿಯಾಗಿವೆ ಎಂದು ಹಿರಿಯ ರಂಗಕರ್ಮಿ ಅಭಿಪ್ರಾಯಪಟ್ಟರು. <box>1119 1394 1313 1418</box>
rc3-p1: ಚಾಮರಾಜನಗರ: ನಗರ ಹಾಗೂ ಸುತ್ತಮುತ್ತಲಿನ ಪ್ರದೇಶಗಳಲ್ಲಿ ನಿರ್ವಹಣಾ ಕಾಮಗಾರಿ ಹಿನ್ನೆಲೆಯಲ್ಲಿ ನಾಳೆ ಬೆಳಗ್ಗೆ 10 ಗಂಟೆಯಿಂದ ಸಂಜೆ 5 ಗಂಟೆವರೆಗೆ ವಿದ್ಯುತ್ ಸರಬರಾಜಿನಲ್ಲಿ ವ್ಯತ್ಯಯವಾಗಲಿದೆ. <box>1125 439 1508 462</box>
lead-photo-block <box>206 146 659 559</box>
bottom-middle-headline: ಮತ್ತೆ ಕೊಟ್ಟಾಧಿಪತಿಯಾದ ಮಹದೇಶ್ವರ : 2.53 ಕೋಟಿ ಸಂಗ್ರಹ <box>662 1215 1096 1240</box>
rc1-p2: ಕಂದಾಯ ಇಲಾಖೆಗೆ ಸಂಬಂಧಿಸಿದ ದಾಖಲೆ, ಪಹಣಿ, ಪಿಂಚಣಿ ಸೇರಿದಂತೆ ವಿವಿಧ ಸಮಸ್ಯೆಗಳಿಗೆ ಸ್ಥಳದಲ್ಲೇ ಪರಿಹಾರ ಒದಗಿಸಲಾಗುವುದು ಎಂದು ತಿಳಿಸಿದ್ದಾರೆ. <box>1125 135 1508 158</box>
lead-col-5 <box>877 146 1080 302</box>
